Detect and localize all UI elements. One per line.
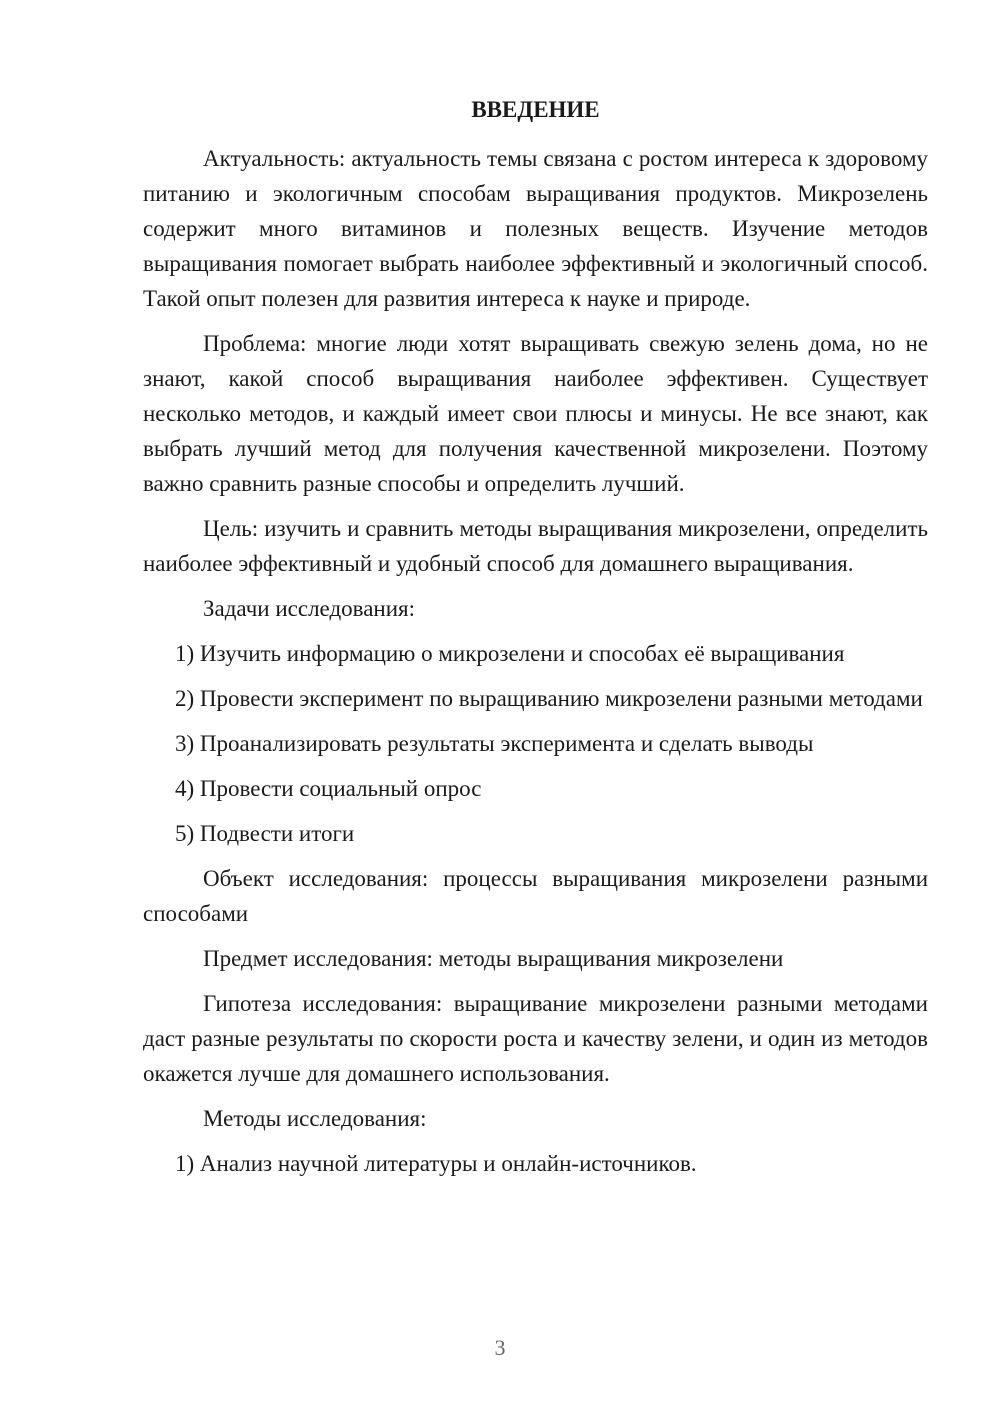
- goal-paragraph: Цель: изучить и сравнить методы выращивания микрозелени, определить наиболее эффективный и удобный способ для домашнего выращивания.: [143, 516, 928, 576]
- method-item: 1) Анализ научной литературы и онлайн-источников.: [175, 1151, 697, 1176]
- task-item: 3) Проанализировать результаты эксперимента и сделать выводы: [175, 731, 814, 756]
- subject-paragraph: Предмет исследования: методы выращивания микрозелени: [203, 946, 784, 971]
- section-title: ВВЕДЕНИЕ: [471, 97, 600, 122]
- problem-paragraph: Проблема: многие люди хотят выращивать свежую зелень дома, но не знают, какой способ выращивания наиболее эффективен. Существует несколько методов, и каждый имеет свои плюсы и минусы. Не все знают, как выбрать лучший метод для получения качественной микрозелени. Поэтому важно сравнить разные способы и определить лучший.: [143, 331, 928, 496]
- tasks-heading: Задачи исследования:: [203, 596, 416, 621]
- hypothesis-paragraph: Гипотеза исследования: выращивание микрозелени разными методами даст разные результаты по скорости роста и качеству зелени, и один из методов окажется лучше для домашнего использования.: [143, 991, 928, 1086]
- page-content: [143, 92, 928, 1191]
- methods-heading: Методы исследования:: [203, 1106, 427, 1131]
- task-item: 2) Провести эксперимент по выращиванию микрозелени разными методами: [175, 686, 923, 711]
- object-paragraph: Объект исследования: процессы выращивания микрозелени разными способами: [143, 866, 928, 926]
- task-item: 1) Изучить информацию о микрозелени и способах её выращивания: [175, 641, 845, 666]
- task-item: 4) Провести социальный опрос: [175, 776, 482, 801]
- relevance-paragraph: Актуальность: актуальность темы связана с ростом интереса к здоровому питанию и экологичным способам выращивания продуктов. Микрозелень содержит много витаминов и полезных веществ. Изучение методов выращивания помогает выбрать наиболее эффективный и экологичный способ. Такой опыт полезен для развития интереса к науке и природе.: [143, 146, 928, 311]
- task-item: 5) Подвести итоги: [175, 821, 355, 846]
- page-number: 3: [494, 1335, 506, 1360]
